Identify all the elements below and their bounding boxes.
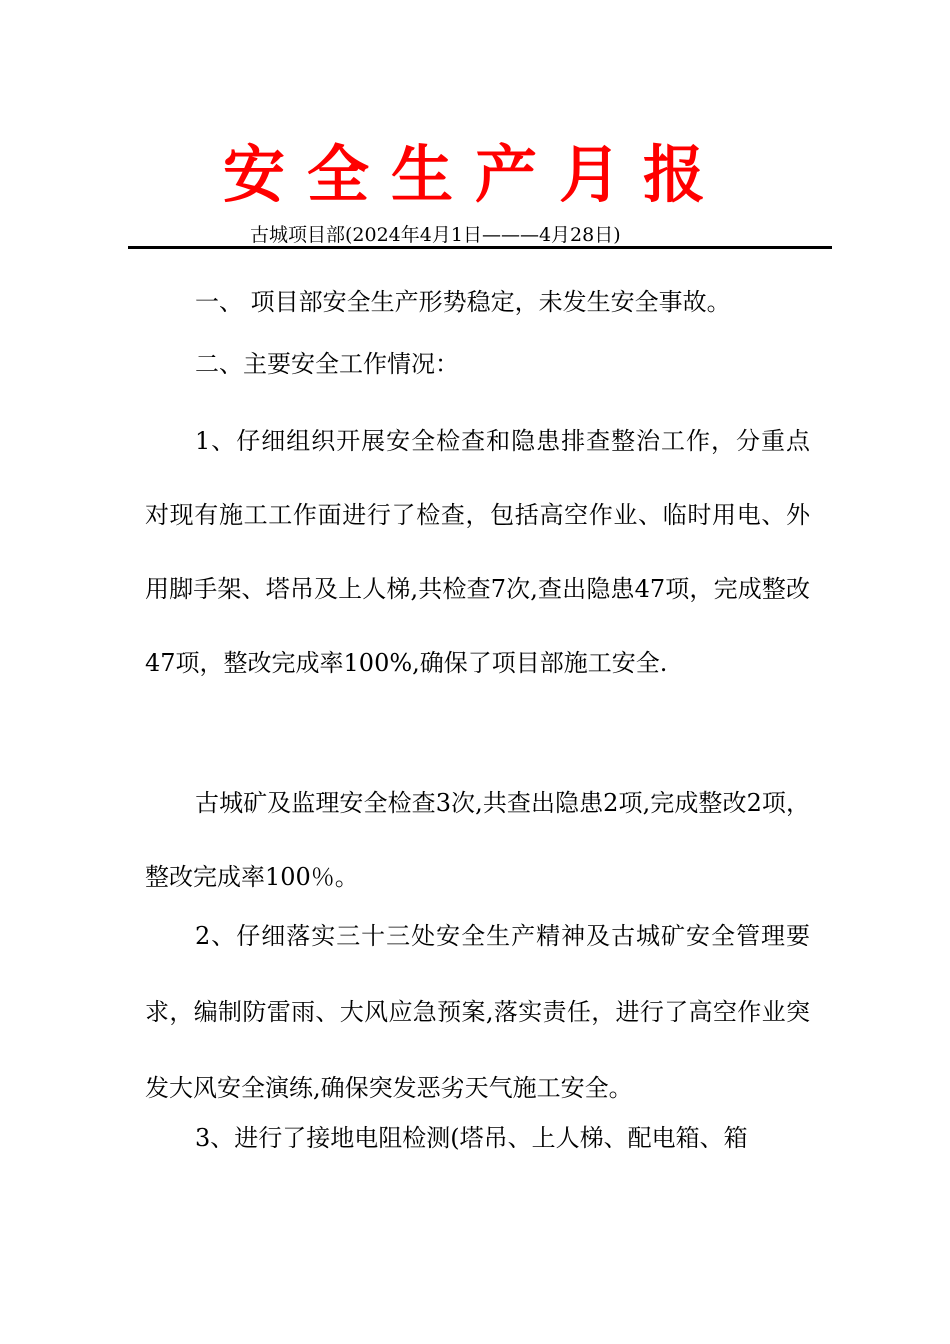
paragraph-inspection: 1、仔细组织开展安全检查和隐患排查整治工作，分重点对现有施工工作面进行了检查，包括高空作业、临时用电、外用脚手架、塔吊及上人梯,共检查7次,查出隐患47项，完成整改47项，整改完成率100%,确保了项目部施工安全. (145, 427, 810, 677)
paragraph-emergency-plan: 2、仔细落实三十三处安全生产精神及古城矿安全管理要求，编制防雷雨、大风应急预案,落实责任，进行了高空作业突发大风安全演练,确保突发恶劣天气施工安全。 (145, 922, 810, 1102)
paragraph-mine-inspection: 古城矿及监理安全检查3次,共查出隐患2项,完成整改2项，整改完成率100％。 (145, 789, 810, 891)
paragraph-safety-status: 一、 项目部安全生产形势稳定，未发生安全事故。 (195, 288, 731, 316)
header-rule (128, 246, 832, 249)
paragraph-grounding-test: 3、进行了接地电阻检测(塔吊、上人梯、配电箱、箱 (195, 1124, 748, 1152)
report-subtitle: 古城项目部(2024年4月1日———4月28日) (250, 224, 621, 246)
paragraph-section-heading: 二、主要安全工作情况： (195, 350, 459, 378)
report-title: 安全生产月报 (222, 138, 727, 211)
